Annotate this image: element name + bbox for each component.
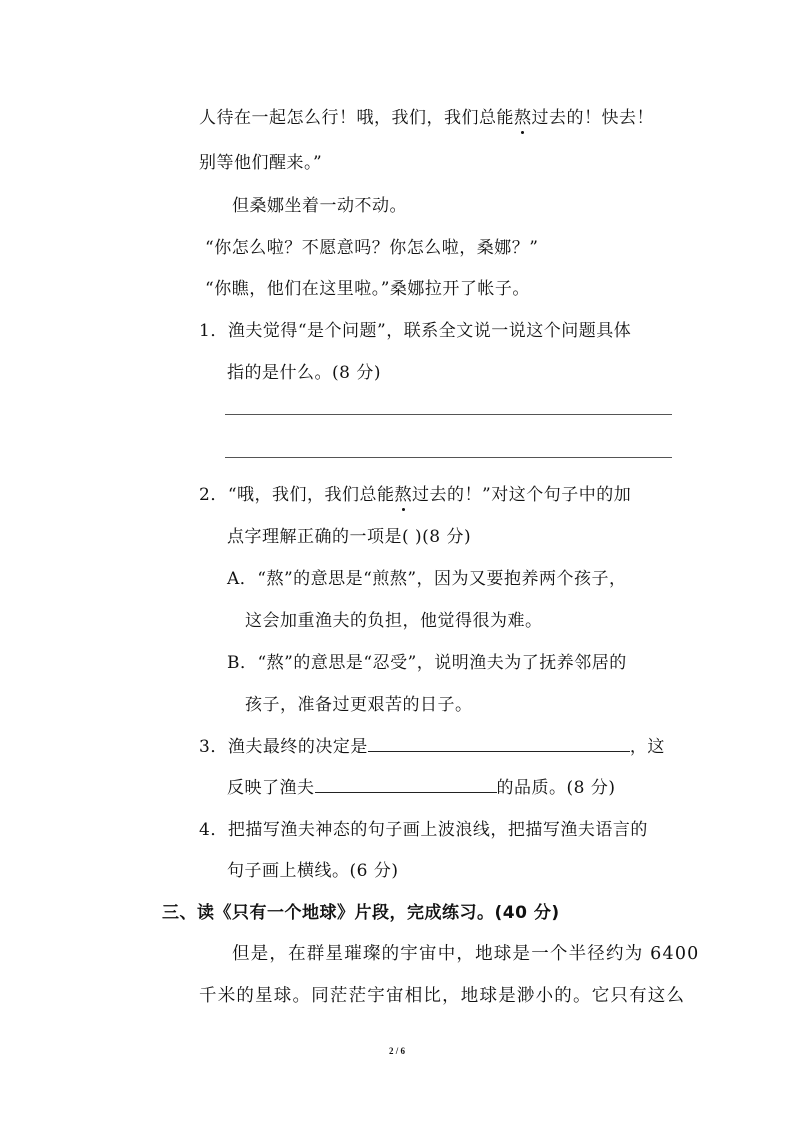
page-number: 2 / 6 — [388, 1046, 405, 1056]
option-b: 孩子，准备过更艰苦的日子。 — [245, 695, 473, 715]
question-3-text — [199, 732, 665, 757]
passage-line: 千米的星球。同茫茫宇宙相比，地球是渺小的。它只有这么 — [199, 986, 686, 1006]
story-text: 过去的！快去！ — [531, 108, 654, 128]
fill-blank[interactable] — [368, 735, 630, 752]
option-a: A．“熬”的意思是“煎熬”，因为又要抱养两个孩子， — [227, 569, 627, 589]
answer-line[interactable] — [225, 414, 672, 415]
question-text: 2．“哦，我们，我们总能 — [199, 485, 395, 505]
question-text: ，这 — [629, 737, 665, 757]
question-text: 反映了渔夫 — [227, 778, 315, 798]
story-line — [199, 103, 654, 128]
question-1-text: 1．渔夫觉得“是个问题”，联系全文说一说这个问题具体 — [199, 321, 632, 341]
question-text: 的品质。(8 分) — [496, 778, 616, 798]
option-a: 这会加重渔夫的负担，他觉得很为难。 — [245, 611, 543, 631]
question-1-text: 指的是什么。(8 分) — [227, 363, 381, 383]
story-line: 别等他们醒来。” — [199, 153, 323, 173]
question-text: 3．渔夫最终的决定是 — [199, 737, 368, 757]
question-3-text — [227, 773, 615, 798]
option-b: B．“熬”的意思是“忍受”，说明渔夫为了抚养邻居的 — [227, 653, 627, 673]
story-line: “你怎么啦？不愿意吗？你怎么啦，桑娜？” — [205, 238, 539, 258]
passage-line: 但是，在群星璀璨的宇宙中，地球是一个半径约为 6400 — [232, 944, 700, 964]
question-4-text: 句子画上横线。(6 分) — [227, 861, 399, 881]
answer-line[interactable] — [225, 457, 672, 458]
story-text: 人待在一起怎么行！哦，我们，我们总能 — [199, 108, 514, 128]
question-text: 过去的！”对这个句子中的加 — [412, 485, 632, 505]
emphasis-dot-char: 熬 — [395, 480, 413, 505]
section-heading: 三、读《只有一个地球》片段，完成练习。(40 分) — [162, 903, 560, 923]
question-2-text — [199, 480, 631, 505]
question-4-text: 4．把描写渔夫神态的句子画上波浪线，把描写渔夫语言的 — [199, 820, 648, 840]
story-line: 但桑娜坐着一动不动。 — [232, 196, 407, 216]
story-line: “你瞧，他们在这里啦。”桑娜拉开了帐子。 — [205, 279, 530, 299]
fill-blank[interactable] — [315, 776, 497, 793]
emphasis-dot-char: 熬 — [514, 103, 532, 128]
question-2-text: 点字理解正确的一项是( )(8 分) — [227, 527, 472, 547]
